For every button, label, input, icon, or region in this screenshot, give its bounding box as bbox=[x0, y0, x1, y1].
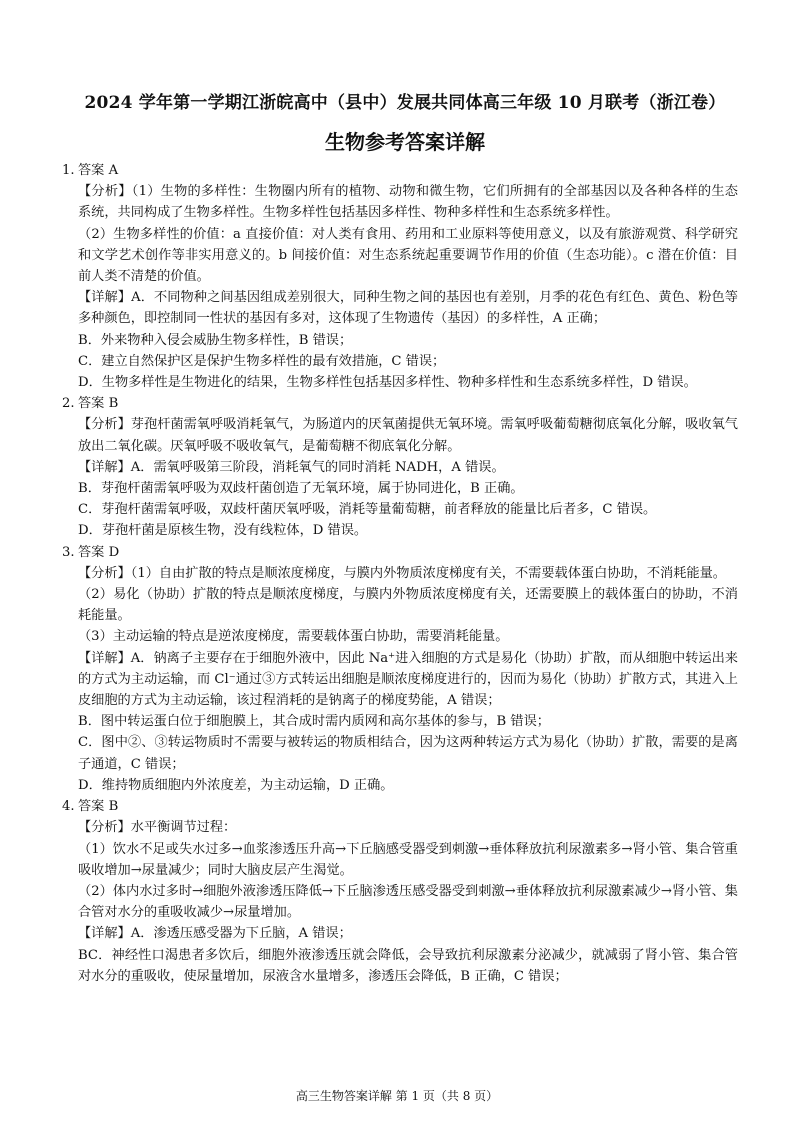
paragraph: 【详解】A．不同物种之间基因组成差别很大，同种生物之间的基因也有差别，月季的花色有红色、黄色、粉色等多种颜色，即控制同一性状的基因有多对，这体现了生物遗传（基因）的多样性，A 正确； bbox=[78, 290, 738, 327]
answer-line: 答案 A bbox=[78, 163, 119, 178]
exam-title: 2024 学年第一学期江浙皖高中（县中）发展共同体高三年级 10 月联考（浙江卷） bbox=[84, 93, 726, 113]
page-footer: 高三生物答案详解 第 1 页（共 8 页） bbox=[295, 1089, 499, 1103]
document-subtitle: 生物参考答案详解 bbox=[325, 130, 485, 154]
paragraph: C．图中②、③转运物质时不需要与被转运的物质相结合，因为这两种转运方式为易化（协助）扩散，需要的是离子通道，C 错误； bbox=[78, 735, 738, 772]
question-3 bbox=[62, 542, 738, 796]
paragraph: 【分析】芽孢杆菌需氧呼吸消耗氧气，为肠道内的厌氧菌提供无氧环境。需氧呼吸葡萄糖彻底氧化分解，吸收氧气放出二氧化碳。厌氧呼吸不吸收氧气，是葡萄糖不彻底氧化分解。 bbox=[78, 417, 738, 454]
paragraph: D．生物多样性是生物进化的结果，生物多样性包括基因多样性、物种多样性和生态系统多样性，D 错误。 bbox=[78, 375, 697, 391]
answer-line: 答案 B bbox=[78, 799, 119, 815]
question-number: 1. bbox=[62, 163, 75, 178]
paragraph: 【详解】A．需氧呼吸第三阶段，消耗氧气的同时消耗 NADH，A 错误。 bbox=[78, 459, 505, 475]
paragraph: B．芽孢杆菌需氧呼吸为双歧杆菌创造了无氧环境，属于协同进化，B 正确。 bbox=[78, 481, 524, 497]
paragraph: （2）易化（协助）扩散的特点是顺浓度梯度，与膜内外物质浓度梯度有关，还需要膜上的载体蛋白的协助，不消耗能量。 bbox=[78, 587, 738, 624]
paragraph: B．图中转运蛋白位于细胞膜上，其合成时需内质网和高尔基体的参与，B 错误； bbox=[78, 714, 550, 730]
question-number: 4. bbox=[62, 799, 75, 815]
paragraph: （1）饮水不足或失水过多→血浆渗透压升高→下丘脑感受器受到刺激→垂体释放抗利尿激素多→肾小管、集合管重吸收增加→尿量减少；同时大脑皮层产生渴觉。 bbox=[78, 841, 738, 878]
paragraph: C．芽孢杆菌需氧呼吸，双歧杆菌厌氧呼吸，消耗等量葡萄糖，前者释放的能量比后者多，C 错误。 bbox=[78, 502, 657, 518]
question-1 bbox=[62, 160, 738, 393]
answer-line: 答案 B bbox=[78, 396, 119, 412]
question-number: 3. bbox=[62, 544, 75, 560]
paragraph: D．芽孢杆菌是原核生物，没有线粒体，D 错误。 bbox=[78, 523, 368, 539]
paragraph: B．外来物种入侵会威胁生物多样性，B 错误； bbox=[78, 332, 353, 348]
paragraph: 【详解】A．钠离子主要存在于细胞外液中，因此 Na⁺进入细胞的方式是易化（协助）扩散，而从细胞中转运出来的方式为主动运输，而 Cl⁻通过③方式转运出细胞是顺浓度梯度进行的，因而为易化（协助）扩散方式，其进入上皮细胞的方式为主动运输，该过程消耗的是钠离子的梯度势能，A 错误； bbox=[78, 650, 738, 709]
answer-content bbox=[62, 160, 738, 987]
paragraph: 【详解】A．渗透压感受器为下丘脑，A 错误； bbox=[78, 926, 352, 942]
paragraph: （2）体内水过多时→细胞外液渗透压降低→下丘脑渗透压感受器受到刺激→垂体释放抗利尿激素减少→肾小管、集合管对水分的重吸收减少→尿量增加。 bbox=[78, 883, 738, 921]
paragraph: BC．神经性口渴患者多饮后，细胞外液渗透压就会降低，会导致抗利尿激素分泌减少，就减弱了肾小管、集合管对水分的重吸收，使尿量增加，尿液含水量增多，渗透压会降低，B 正确，C 错误； bbox=[78, 947, 738, 984]
paragraph: C．建立自然保护区是保护生物多样性的最有效措施，C 错误； bbox=[78, 353, 446, 369]
paragraph: 【分析】（1）自由扩散的特点是顺浓度梯度，与膜内外物质浓度梯度有关，不需要载体蛋白协助，不消耗能量。 bbox=[78, 565, 726, 581]
paragraph: D．维持物质细胞内外浓度差，为主动运输，D 正确。 bbox=[78, 777, 394, 793]
paragraph: （2）生物多样性的价值：a 直接价值：对人类有食用、药用和工业原料等使用意义，以及有旅游观赏、科学研究和文学艺术创作等非实用意义的。b 间接价值：对生态系统起重要调节作用的价值（生态功能）。c 潜在价值：目前人类不清楚的价值。 bbox=[78, 226, 738, 285]
paragraph: （3）主动运输的特点是逆浓度梯度，需要载体蛋白协助，需要消耗能量。 bbox=[78, 629, 509, 645]
paragraph: 【分析】（1）生物的多样性：生物圈内所有的植物、动物和微生物，它们所拥有的全部基因以及各种各样的生态系统，共同构成了生物多样性。生物多样性包括基因多样性、物种多样性和生态系统多样性。 bbox=[78, 184, 738, 221]
question-2 bbox=[62, 393, 738, 541]
question-4 bbox=[62, 796, 738, 987]
paragraph: 【分析】水平衡调节过程： bbox=[78, 820, 237, 836]
answer-line: 答案 D bbox=[78, 544, 120, 560]
question-number: 2. bbox=[62, 396, 75, 412]
